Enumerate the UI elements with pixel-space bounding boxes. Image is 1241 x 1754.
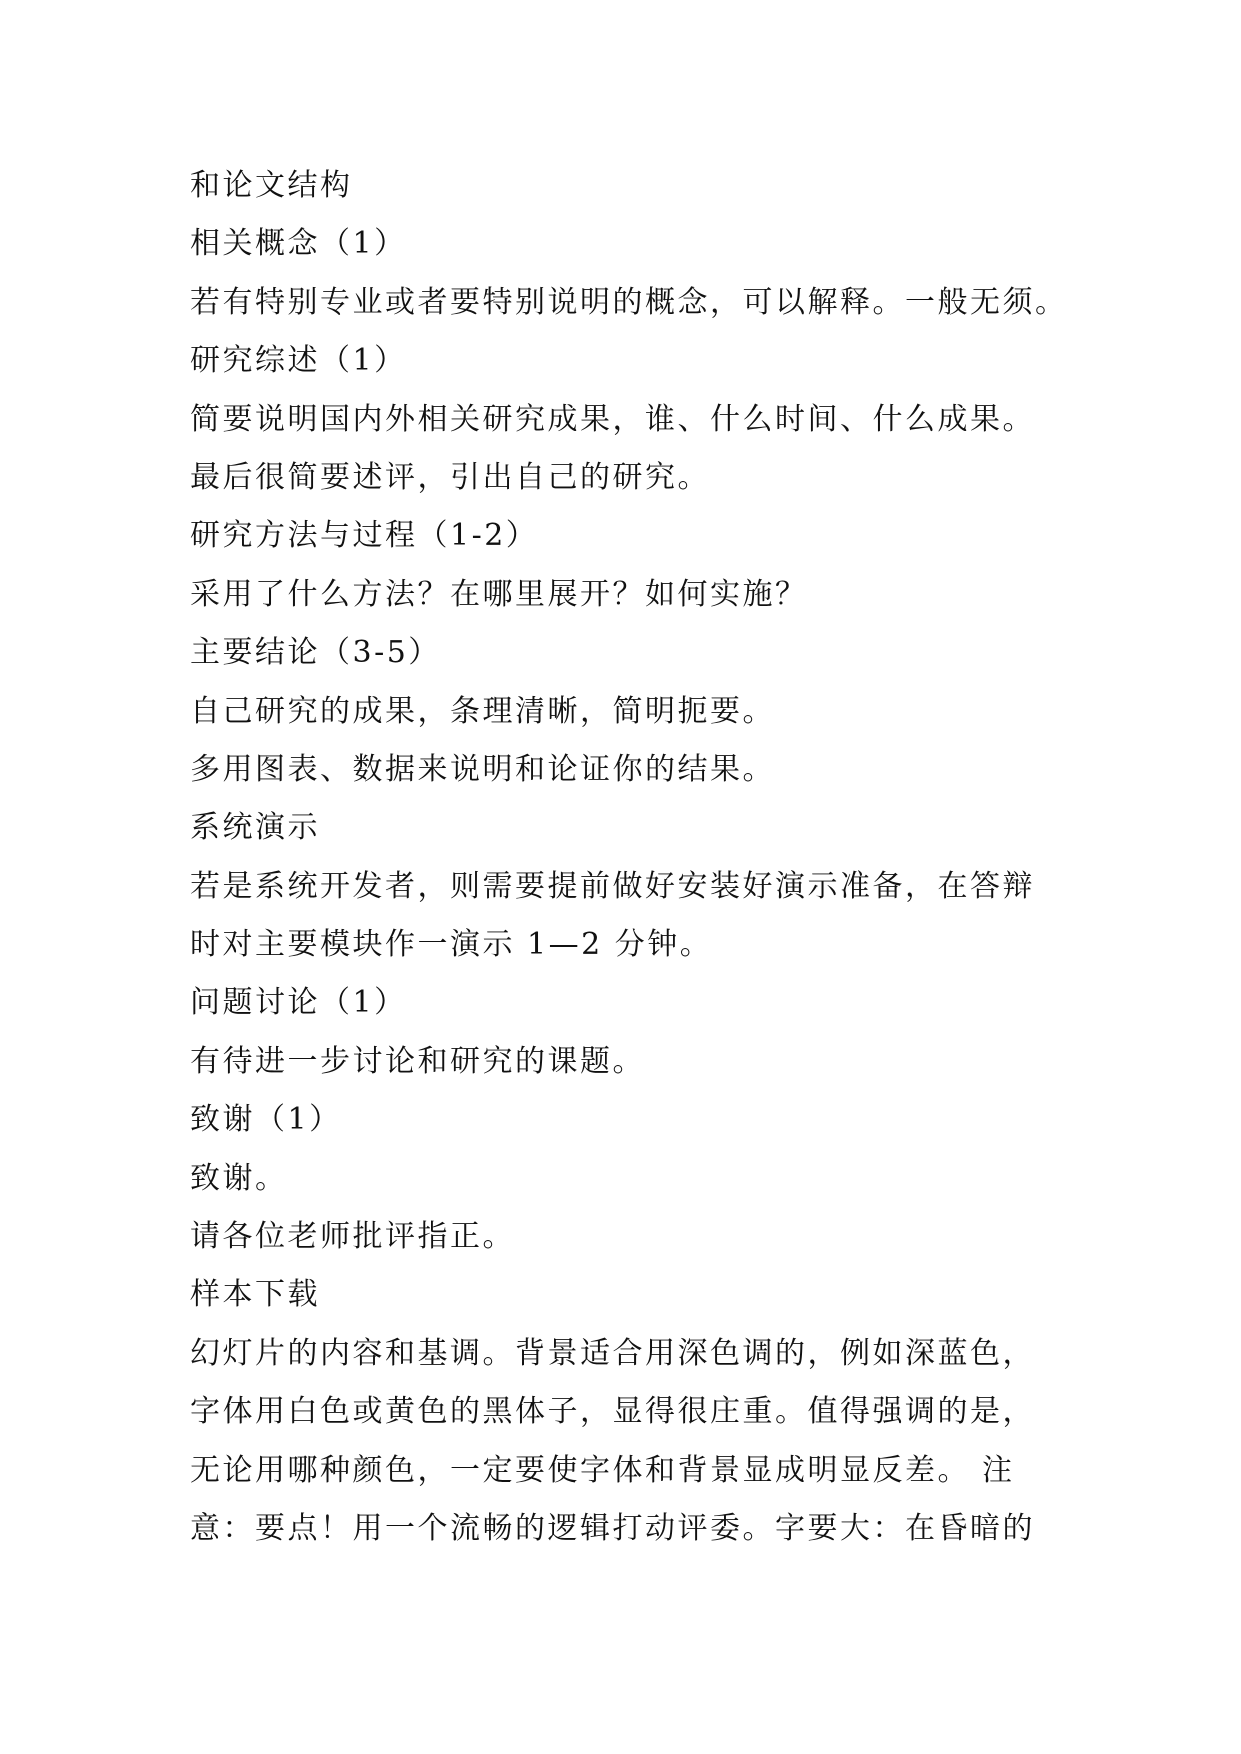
paragraph-line: 采用了什么方法？在哪里展开？如何实施？ <box>190 576 808 612</box>
heading-research-review: 研究综述（1） <box>190 343 407 379</box>
paragraph-line: 请各位老师批评指正。 <box>190 1219 515 1255</box>
paragraph-line: 若有特别专业或者要特别说明的概念，可以解释。一般无须。 <box>190 284 1068 320</box>
heading-acknowledgements: 致谢（1） <box>190 1102 342 1138</box>
paragraph-line: 幻灯片的内容和基调。背景适合用深色调的，例如深蓝色， <box>190 1335 1035 1371</box>
paragraph-line: 最后很简要述评，引出自己的研究。 <box>190 459 710 495</box>
paragraph-line: 有待进一步讨论和研究的课题。 <box>190 1043 645 1079</box>
paragraph-line: 无论用哪种颜色，一定要使字体和背景显成明显反差。 注 <box>190 1452 1015 1488</box>
heading-main-conclusions: 主要结论（3-5） <box>190 635 441 671</box>
heading-sample-download: 样本下载 <box>190 1277 320 1313</box>
paragraph-line: 字体用白色或黄色的黑体子，显得很庄重。值得强调的是， <box>190 1394 1035 1430</box>
paragraph-line: 致谢。 <box>190 1160 288 1196</box>
section-heading-continuation: 和论文结构 <box>190 168 353 203</box>
document-body <box>190 157 1070 1558</box>
heading-system-demo: 系统演示 <box>190 810 320 846</box>
paragraph-line: 若是系统开发者，则需要提前做好安装好演示准备，在答辩 <box>190 868 1035 904</box>
paragraph-line: 自己研究的成果，条理清晰，简明扼要。 <box>190 693 775 729</box>
heading-problem-discussion: 问题讨论（1） <box>190 985 407 1021</box>
heading-research-methods: 研究方法与过程（1-2） <box>190 518 539 554</box>
heading-related-concepts: 相关概念（1） <box>190 226 407 262</box>
paragraph-line: 简要说明国内外相关研究成果，谁、什么时间、什么成果。 <box>190 401 1035 437</box>
paragraph-line: 意：要点！用一个流畅的逻辑打动评委。字要大：在昏暗的 <box>190 1510 1035 1546</box>
paragraph-line: 时对主要模块作一演示 1—2 分钟。 <box>190 927 713 963</box>
paragraph-line: 多用图表、数据来说明和论证你的结果。 <box>190 751 775 787</box>
